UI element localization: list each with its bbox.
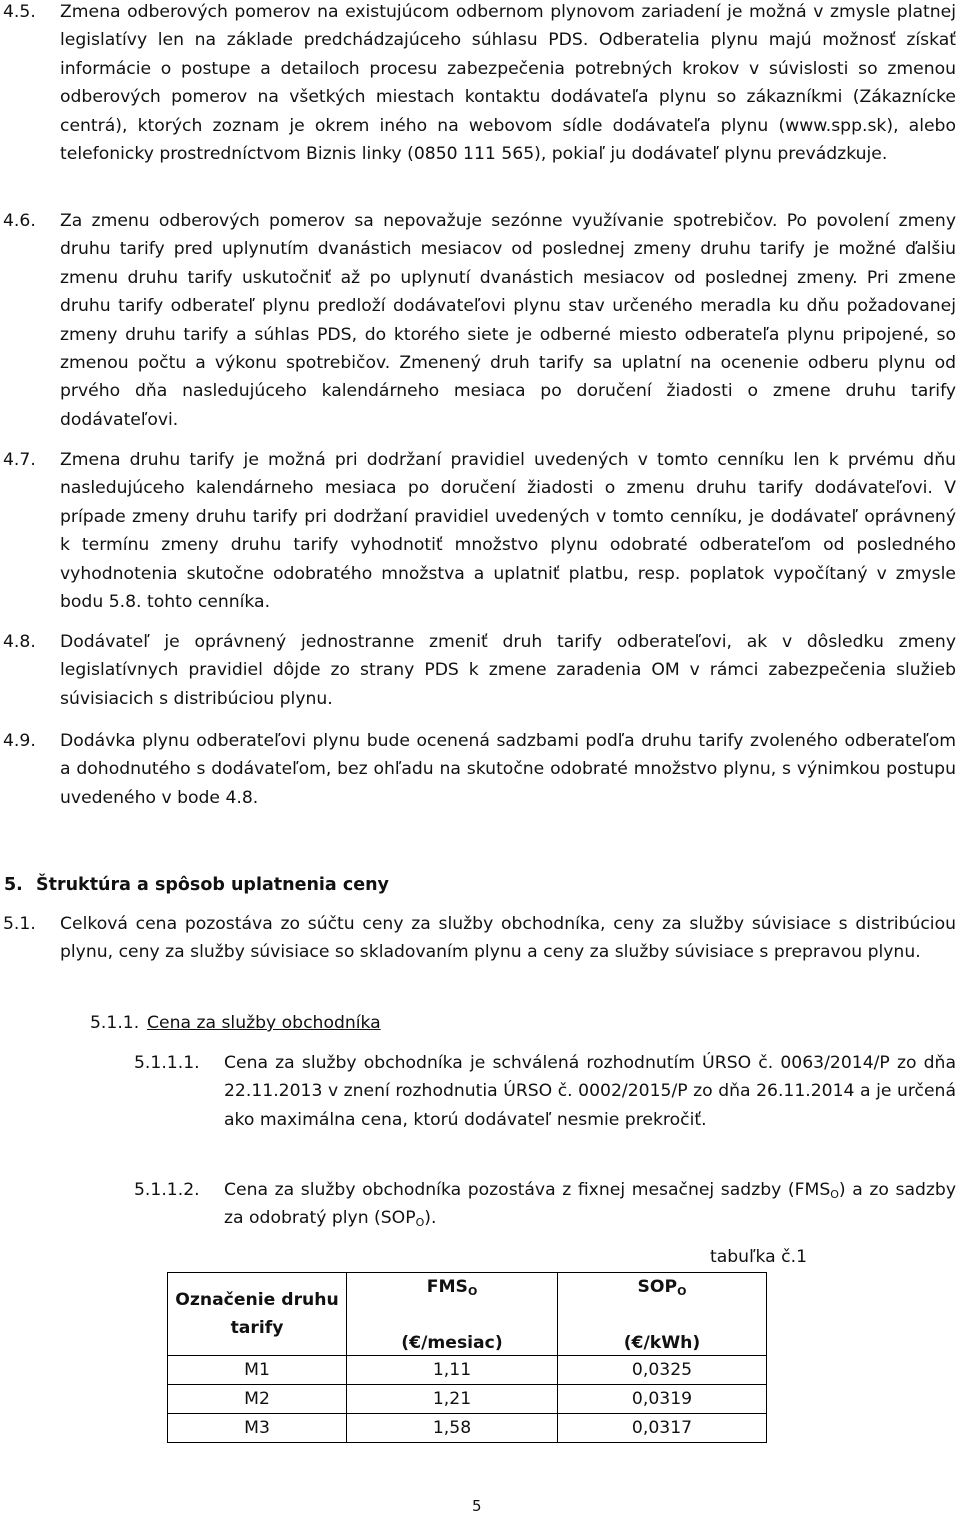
header-text: SOP [637, 1277, 678, 1297]
paragraph-text: Cena za služby obchodníka je schválená rozhodnutím ÚRSO č. 0063/2014/P zo dňa 22.11.2013 v znení rozhodnutia ÚRSO č. 0002/2015/P zo dňa 26.11.2014 a je určená ako maximálna cena, ktorú dodávateľ nesmie prekročiť. [224, 1053, 956, 1130]
subsection-title: Cena za služby obchodníka [147, 1013, 381, 1033]
paragraph-number: 4.8. [3, 632, 36, 652]
paragraph-number: 5.1. [3, 914, 36, 934]
cell-sop: 0,0319 [558, 1385, 767, 1414]
section-number: 5. [4, 875, 23, 895]
cell-tariff: M1 [168, 1356, 347, 1385]
cell-tariff: M3 [168, 1414, 347, 1443]
subscript: O [677, 1285, 687, 1298]
paragraph-number: 4.9. [3, 731, 36, 751]
paragraph-number: 4.6. [3, 211, 36, 231]
text-part: ) a zo sadzby za odobratý plyn (SOP [224, 1180, 957, 1229]
column-header-label [558, 1277, 766, 1297]
table-row [168, 1414, 767, 1443]
paragraph-number: 4.5. [3, 2, 36, 22]
column-header-unit: (€/mesiac) [401, 1333, 503, 1353]
paragraph-number: 4.7. [3, 450, 36, 470]
column-header-sop [558, 1273, 767, 1356]
tariff-table [167, 1272, 767, 1443]
paragraph-text: Zmena druhu tarify je možná pri dodržaní pravidiel uvedených v tomto cenníku len k prvému dňu nasledujúceho kalendárneho mesiaca po doručení žiadosti o zmenu druhu tarify dodávateľovi. V prípade zmeny druhu tarify pri dodržaní pravidiel uvedených v tomto cenníku, je dodávateľ oprávnený k termínu zmeny druhu tarify vyhodnotiť množstvo plynu odobraté odberateľom od posledného vyhodnotenia skutočne odobratého množstva a uplatniť platbu, resp. poplatok vypočítaný v zmysle bodu 5.8. tohto cenníka. [60, 450, 956, 613]
paragraph-text: Dodávateľ je oprávnený jednostranne zmeniť druh tarify odberateľovi, ak v dôsledku zmeny legislatívnych pravidiel dôjde zo strany PDS k zmene zaradenia OM v rámci zabezpečenia služieb súvisiacich s distribúciou plynu. [60, 632, 956, 709]
cell-sop: 0,0325 [558, 1356, 767, 1385]
paragraph-text [224, 1176, 956, 1233]
subsection-5-1-1 [90, 1009, 381, 1037]
text-part: ). [424, 1208, 437, 1229]
cell-fms: 1,11 [347, 1356, 558, 1385]
paragraph-number: 5.1.1.1. [134, 1053, 200, 1073]
table-row [168, 1385, 767, 1414]
page-number: 5 [472, 1497, 482, 1515]
table-caption: tabuľka č.1 [710, 1247, 808, 1267]
section-heading [4, 871, 389, 899]
paragraph-number: 5.1.1.2. [134, 1180, 200, 1200]
column-header-label [347, 1277, 557, 1297]
column-header-label: Označenie druhu tarify [175, 1290, 339, 1338]
column-header-unit: (€/kWh) [623, 1333, 701, 1353]
column-header-tariff [168, 1273, 347, 1356]
table-header-row [168, 1273, 767, 1356]
cell-tariff: M2 [168, 1385, 347, 1414]
paragraph-text: Zmena odberových pomerov na existujúcom odbernom plynovom zariadení je možná v zmysle platnej legislatívy len na základe predchádzajúceho súhlasu PDS. Odberatelia plynu majú možnosť získať informácie o postupe a detailoch procesu zabezpečenia potrebných krokov v súvislosti so zmenou odberových pomerov na všetkých miestach kontaktu dodávateľa plynu so zákazníkmi (Zákaznícke centrá), ktorých zoznam je okrem iného na webovom sídle dodávateľa plynu (www.spp.sk), alebo telefonicky prostredníctvom Biznis linky (0850 111 565), pokiaľ ju dodávateľ plynu prevádzkuje. [60, 2, 956, 165]
cell-fms: 1,21 [347, 1385, 558, 1414]
column-header-fms [347, 1273, 558, 1356]
section-title: Štruktúra a spôsob uplatnenia ceny [36, 875, 389, 895]
subscript: O [830, 1188, 839, 1201]
subscript: O [467, 1285, 478, 1298]
paragraph-text: Dodávka plynu odberateľovi plynu bude ocenená sadzbami podľa druhu tarify zvoleného odberateľom a dohodnutého s dodávateľom, bez ohľadu na skutočne odobraté množstvo plynu, s výnimkou postupu uvedeného v bode 4.8. [60, 731, 956, 808]
paragraph-text: Celková cena pozostáva zo súčtu ceny za služby obchodníka, ceny za služby súvisiace s distribúciou plynu, ceny za služby súvisiace so skladovaním plynu a ceny za služby súvisiace s prepravou plynu. [60, 914, 956, 963]
table-row [168, 1356, 767, 1385]
cell-sop: 0,0317 [558, 1414, 767, 1443]
header-text: FMS [426, 1277, 468, 1297]
paragraph-text: Za zmenu odberových pomerov sa nepovažuje sezónne využívanie spotrebičov. Po povolení zmeny druhu tarify pred uplynutím dvanástich mesiacov od poslednej zmeny druhu tarify je možné ďalšiu zmenu druhu tarify uskutočniť až po uplynutí dvanástich mesiacov od poslednej zmeny. Pri zmene druhu tarify odberateľ plynu predloží dodávateľovi plynu stav určeného meradla ku dňu požadovanej zmeny druhu tarify a súhlas PDS, do ktorého siete je odberné miesto odberateľa plynu pripojené, so zmenou počtu a výkonu spotrebičov. Zmenený druh tarify sa uplatní na ocenenie odberu plynu od prvého dňa nasledujúceho kalendárneho mesiaca po doručení žiadosti o zmene druhu tarify dodávateľovi. [60, 211, 956, 430]
subscript: O [415, 1216, 425, 1230]
cell-fms: 1,58 [347, 1414, 558, 1443]
text-part: Cena za služby obchodníka pozostáva z fixnej mesačnej sadzby (FMS [224, 1180, 831, 1200]
subsection-number: 5.1.1. [90, 1013, 140, 1033]
